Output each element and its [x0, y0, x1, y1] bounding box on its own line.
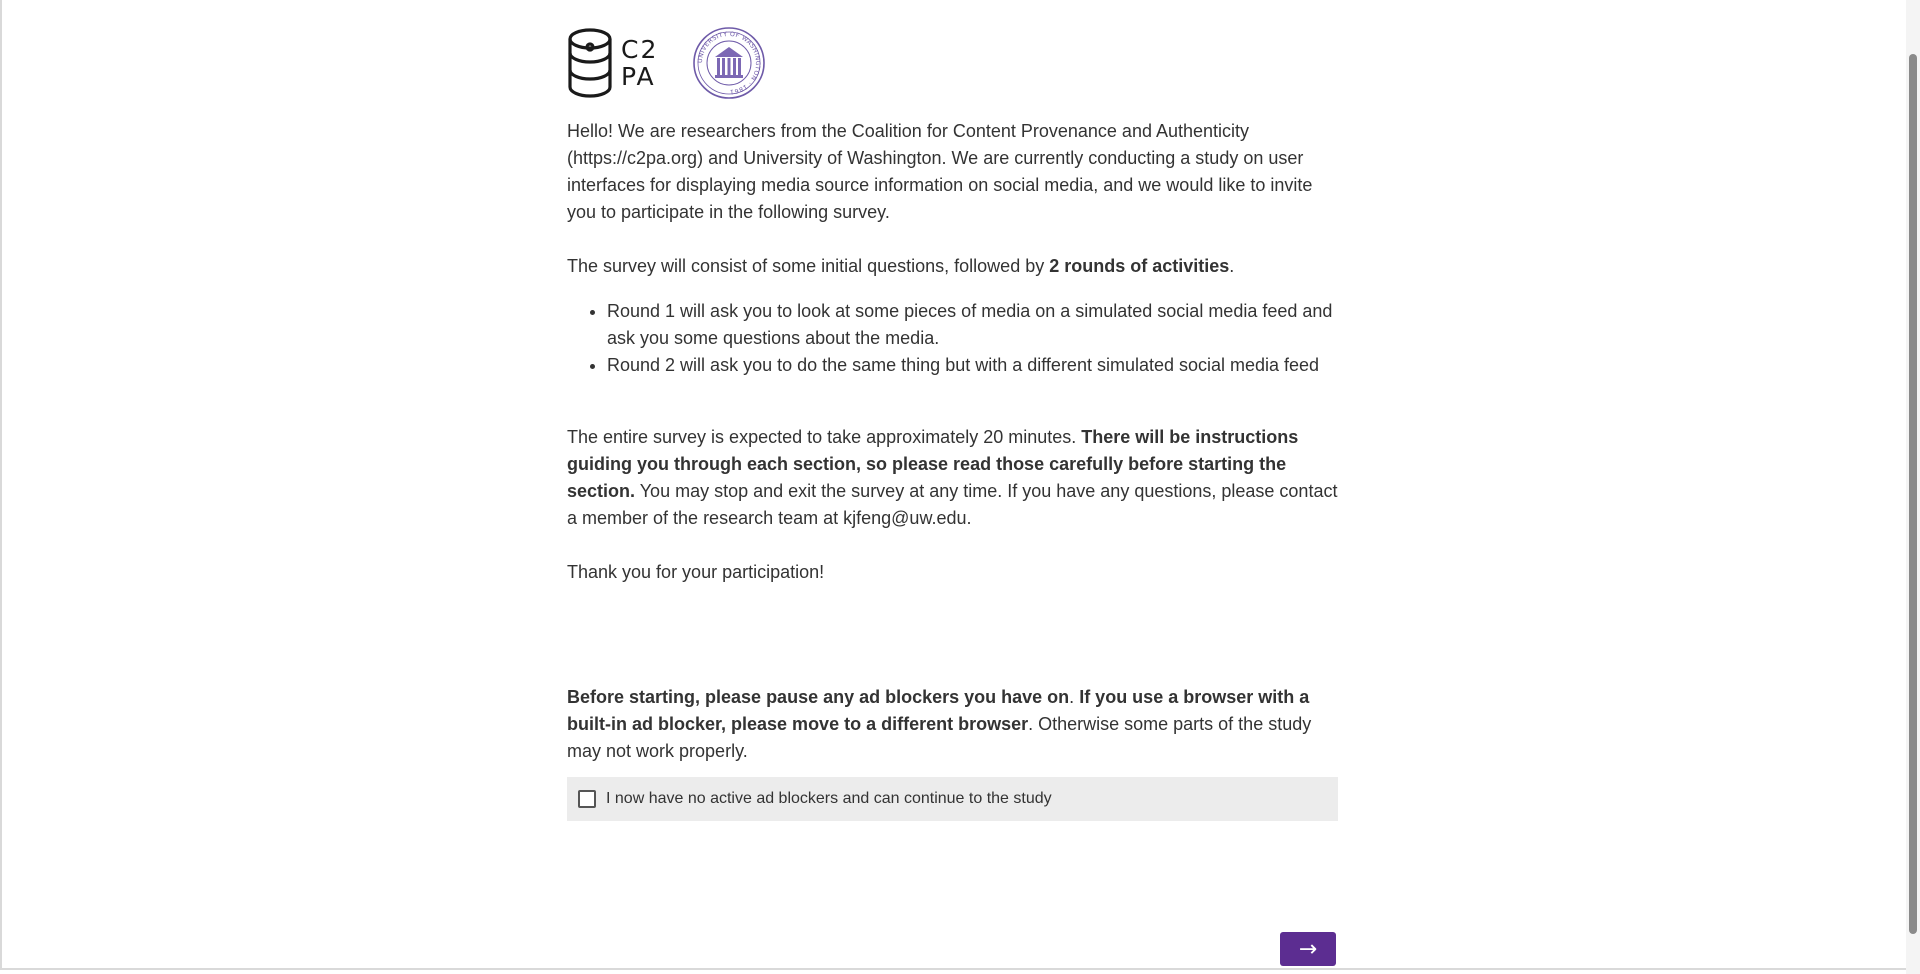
- next-button[interactable]: [1280, 932, 1336, 966]
- duration-paragraph: [567, 424, 1339, 532]
- survey-content: [567, 26, 1339, 821]
- c2pa-line2: PA: [621, 62, 656, 91]
- c2pa-line1: C2: [621, 35, 659, 64]
- adblock-confirm-label[interactable]: I now have no active ad blockers and can continue to the study: [606, 790, 1052, 807]
- adblock-bold2: If you use a browser with a built-in ad blocker, please move to a different browser: [567, 687, 1310, 734]
- rounds-list: [567, 298, 1339, 379]
- structure-bold: 2 rounds of activities: [1049, 256, 1230, 276]
- structure-prefix: The survey will consist of some initial questions, followed by: [567, 256, 1050, 276]
- list-item: • Round 2 will ask you to do the same thing but with a different simulated social media feed: [607, 352, 1339, 379]
- duration-bold: There will be instructions guiding you through each section, so please read those carefully before starting the section.: [567, 427, 1299, 501]
- adblock-bold1: Before starting, please pause any ad blockers you have on: [567, 687, 1070, 707]
- thanks-paragraph: Thank you for your participation!: [567, 562, 825, 582]
- svg-text:UNIVERSITY OF WASHINGTON · 186: UNIVERSITY OF WASHINGTON · 1861: [696, 30, 762, 96]
- scrollbar[interactable]: [1906, 0, 1920, 974]
- adblock-rest: . Otherwise some parts of the study may not work properly.: [567, 714, 1312, 761]
- c2pa-cylinder-icon: [567, 27, 613, 99]
- survey-structure-paragraph: [567, 253, 1339, 280]
- duration-text2: You may stop and exit the survey at any time. If you have any questions, please contact a member of the research team at kjfeng@uw.edu.: [567, 481, 1338, 528]
- intro-paragraph: Hello! We are researchers from the Coalition for Content Provenance and Authenticity (https://c2pa.org) and University of Washington. We are currently conducting a study on user interfaces for displaying media source information on social media, and we would like to invite you to participate in the following survey.: [567, 121, 1313, 222]
- adblock-confirm-checkbox[interactable]: [578, 790, 596, 808]
- adblock-paragraph: [567, 684, 1339, 765]
- uw-seal-icon: [693, 27, 765, 99]
- c2pa-wordmark: [621, 36, 658, 90]
- structure-suffix: .: [1229, 256, 1235, 276]
- adblock-confirm-option[interactable]: [567, 777, 1338, 821]
- arrow-right-icon: →: [1298, 937, 1318, 962]
- duration-text1: The entire survey is expected to take approximately 20 minutes.: [567, 427, 1082, 447]
- list-item: • Round 1 will ask you to look at some pieces of media on a simulated social media feed and ask you some questions about the media.: [607, 298, 1339, 352]
- adblock-sep: .: [1069, 687, 1080, 707]
- scrollbar-thumb[interactable]: [1909, 54, 1917, 934]
- c2pa-logo: [567, 27, 659, 99]
- logo-row: [567, 26, 1339, 100]
